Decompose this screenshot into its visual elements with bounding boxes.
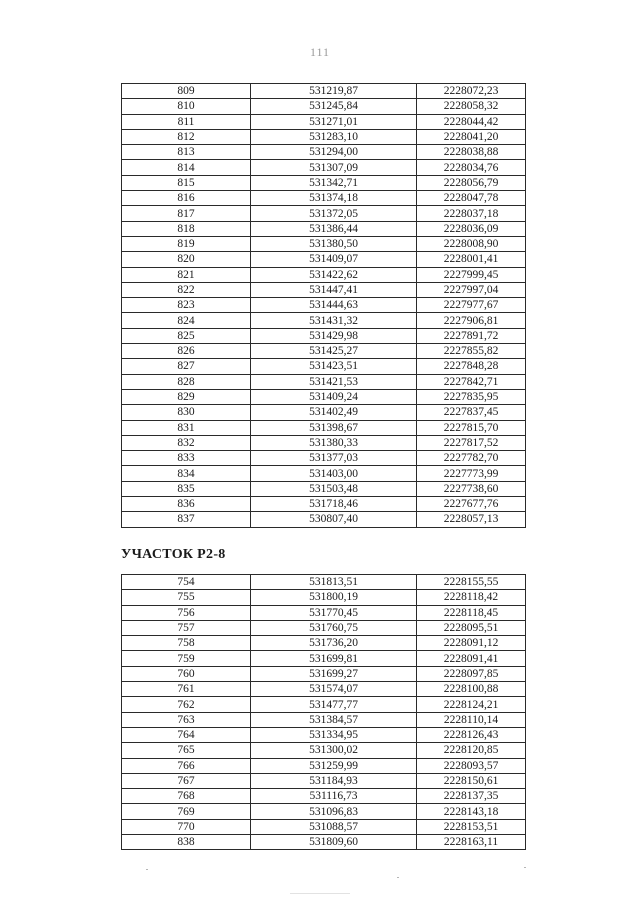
point-number-cell: 823 <box>122 298 251 313</box>
y-coordinate-cell: 2227782,70 <box>417 451 526 466</box>
y-coordinate-cell: 2228100,88 <box>417 682 526 697</box>
y-coordinate-cell: 2228008,90 <box>417 236 526 251</box>
table-row <box>122 420 526 435</box>
point-number-cell: 810 <box>122 99 251 114</box>
point-number-cell: 757 <box>122 620 251 635</box>
y-coordinate-cell: 2227738,60 <box>417 481 526 496</box>
y-coordinate-cell: 2228036,09 <box>417 221 526 236</box>
table-row <box>122 359 526 374</box>
table-row <box>122 697 526 712</box>
y-coordinate-cell: 2228143,18 <box>417 804 526 819</box>
point-number-cell: 835 <box>122 481 251 496</box>
point-number-cell: 811 <box>122 114 251 129</box>
y-coordinate-cell: 2228153,51 <box>417 819 526 834</box>
point-number-cell: 758 <box>122 636 251 651</box>
table-row <box>122 651 526 666</box>
point-number-cell: 755 <box>122 590 251 605</box>
table-row <box>122 835 526 850</box>
y-coordinate-cell: 2227891,72 <box>417 328 526 343</box>
point-number-cell: 754 <box>122 575 251 590</box>
table-row <box>122 727 526 742</box>
x-coordinate-cell: 531423,51 <box>251 359 417 374</box>
table-row <box>122 636 526 651</box>
point-number-cell: 770 <box>122 819 251 834</box>
y-coordinate-cell: 2228034,76 <box>417 160 526 175</box>
x-coordinate-cell: 531283,10 <box>251 129 417 144</box>
point-number-cell: 832 <box>122 435 251 450</box>
point-number-cell: 824 <box>122 313 251 328</box>
y-coordinate-cell: 2227999,45 <box>417 267 526 282</box>
y-coordinate-cell: 2228091,12 <box>417 636 526 651</box>
point-number-cell: 767 <box>122 773 251 788</box>
x-coordinate-cell: 531477,77 <box>251 697 417 712</box>
table-row <box>122 712 526 727</box>
point-number-cell: 759 <box>122 651 251 666</box>
table-row <box>122 282 526 297</box>
x-coordinate-cell: 531718,46 <box>251 497 417 512</box>
x-coordinate-cell: 531809,60 <box>251 835 417 850</box>
x-coordinate-cell: 531425,27 <box>251 344 417 359</box>
y-coordinate-cell: 2228155,55 <box>417 575 526 590</box>
y-coordinate-cell: 2228038,88 <box>417 145 526 160</box>
x-coordinate-cell: 531421,53 <box>251 374 417 389</box>
table-row <box>122 236 526 251</box>
point-number-cell: 822 <box>122 282 251 297</box>
point-number-cell: 756 <box>122 605 251 620</box>
point-number-cell: 765 <box>122 743 251 758</box>
y-coordinate-cell: 2227815,70 <box>417 420 526 435</box>
y-coordinate-cell: 2228001,41 <box>417 252 526 267</box>
table-row <box>122 773 526 788</box>
y-coordinate-cell: 2228093,57 <box>417 758 526 773</box>
point-number-cell: 760 <box>122 666 251 681</box>
table-row <box>122 328 526 343</box>
x-coordinate-cell: 531377,03 <box>251 451 417 466</box>
table-row <box>122 206 526 221</box>
table-row <box>122 620 526 635</box>
point-number-cell: 819 <box>122 236 251 251</box>
y-coordinate-cell: 2228095,51 <box>417 620 526 635</box>
x-coordinate-cell: 531447,41 <box>251 282 417 297</box>
x-coordinate-cell: 531800,19 <box>251 590 417 605</box>
point-number-cell: 764 <box>122 727 251 742</box>
y-coordinate-cell: 2228120,85 <box>417 743 526 758</box>
scan-speck <box>524 867 526 868</box>
point-number-cell: 837 <box>122 512 251 527</box>
x-coordinate-cell: 531271,01 <box>251 114 417 129</box>
point-number-cell: 831 <box>122 420 251 435</box>
x-coordinate-cell: 531736,20 <box>251 636 417 651</box>
table-row <box>122 374 526 389</box>
table-row <box>122 451 526 466</box>
point-number-cell: 825 <box>122 328 251 343</box>
y-coordinate-cell: 2228150,61 <box>417 773 526 788</box>
table-row <box>122 758 526 773</box>
y-coordinate-cell: 2227855,82 <box>417 344 526 359</box>
point-number-cell: 820 <box>122 252 251 267</box>
y-coordinate-cell: 2227835,95 <box>417 389 526 404</box>
y-coordinate-cell: 2228057,13 <box>417 512 526 527</box>
x-coordinate-cell: 531429,98 <box>251 328 417 343</box>
table-row <box>122 114 526 129</box>
table-row <box>122 145 526 160</box>
y-coordinate-cell: 2228072,23 <box>417 84 526 99</box>
table-row <box>122 481 526 496</box>
point-number-cell: 827 <box>122 359 251 374</box>
scan-speck <box>290 893 350 894</box>
point-number-cell: 812 <box>122 129 251 144</box>
y-coordinate-cell: 2228118,42 <box>417 590 526 605</box>
x-coordinate-cell: 531409,24 <box>251 389 417 404</box>
x-coordinate-cell: 531374,18 <box>251 191 417 206</box>
y-coordinate-cell: 2228047,78 <box>417 191 526 206</box>
point-number-cell: 826 <box>122 344 251 359</box>
table-row <box>122 497 526 512</box>
y-coordinate-cell: 2228118,45 <box>417 605 526 620</box>
y-coordinate-cell: 2228163,11 <box>417 835 526 850</box>
x-coordinate-cell: 531184,93 <box>251 773 417 788</box>
point-number-cell: 815 <box>122 175 251 190</box>
table-row <box>122 466 526 481</box>
point-number-cell: 821 <box>122 267 251 282</box>
x-coordinate-cell: 531422,62 <box>251 267 417 282</box>
table-row <box>122 575 526 590</box>
point-number-cell: 761 <box>122 682 251 697</box>
x-coordinate-cell: 531398,67 <box>251 420 417 435</box>
x-coordinate-cell: 531380,50 <box>251 236 417 251</box>
y-coordinate-cell: 2228110,14 <box>417 712 526 727</box>
y-coordinate-cell: 2227906,81 <box>417 313 526 328</box>
y-coordinate-cell: 2227817,52 <box>417 435 526 450</box>
table-row <box>122 512 526 527</box>
point-number-cell: 818 <box>122 221 251 236</box>
x-coordinate-cell: 531384,57 <box>251 712 417 727</box>
y-coordinate-cell: 2228137,35 <box>417 789 526 804</box>
x-coordinate-cell: 531699,27 <box>251 666 417 681</box>
point-number-cell: 813 <box>122 145 251 160</box>
table-row <box>122 129 526 144</box>
y-coordinate-cell: 2228058,32 <box>417 99 526 114</box>
x-coordinate-cell: 531334,95 <box>251 727 417 742</box>
table-row <box>122 666 526 681</box>
coordinates-table-2-body <box>122 575 526 850</box>
point-number-cell: 809 <box>122 84 251 99</box>
y-coordinate-cell: 2228037,18 <box>417 206 526 221</box>
table-row <box>122 605 526 620</box>
point-number-cell: 763 <box>122 712 251 727</box>
x-coordinate-cell: 531372,05 <box>251 206 417 221</box>
point-number-cell: 829 <box>122 389 251 404</box>
y-coordinate-cell: 2227837,45 <box>417 405 526 420</box>
point-number-cell: 816 <box>122 191 251 206</box>
x-coordinate-cell: 531380,33 <box>251 435 417 450</box>
y-coordinate-cell: 2228097,85 <box>417 666 526 681</box>
y-coordinate-cell: 2228041,20 <box>417 129 526 144</box>
x-coordinate-cell: 531403,00 <box>251 466 417 481</box>
x-coordinate-cell: 531431,32 <box>251 313 417 328</box>
table-row <box>122 389 526 404</box>
table-row <box>122 344 526 359</box>
table-row <box>122 267 526 282</box>
y-coordinate-cell: 2228044,42 <box>417 114 526 129</box>
y-coordinate-cell: 2228126,43 <box>417 727 526 742</box>
table-row <box>122 84 526 99</box>
point-number-cell: 830 <box>122 405 251 420</box>
table-row <box>122 191 526 206</box>
x-coordinate-cell: 531096,83 <box>251 804 417 819</box>
x-coordinate-cell: 531574,07 <box>251 682 417 697</box>
x-coordinate-cell: 531760,75 <box>251 620 417 635</box>
y-coordinate-cell: 2228091,41 <box>417 651 526 666</box>
table-row <box>122 682 526 697</box>
table-row <box>122 435 526 450</box>
scan-speck <box>146 869 148 870</box>
x-coordinate-cell: 531770,45 <box>251 605 417 620</box>
table-row <box>122 819 526 834</box>
section-title: УЧАСТОК Р2-8 <box>121 547 226 562</box>
y-coordinate-cell: 2228056,79 <box>417 175 526 190</box>
y-coordinate-cell: 2227977,67 <box>417 298 526 313</box>
x-coordinate-cell: 531245,84 <box>251 99 417 114</box>
page-number: 111 <box>309 45 331 59</box>
y-coordinate-cell: 2227773,99 <box>417 466 526 481</box>
coordinates-table-1-body <box>122 84 526 528</box>
point-number-cell: 817 <box>122 206 251 221</box>
x-coordinate-cell: 531088,57 <box>251 819 417 834</box>
y-coordinate-cell: 2228124,21 <box>417 697 526 712</box>
point-number-cell: 838 <box>122 835 251 850</box>
point-number-cell: 834 <box>122 466 251 481</box>
x-coordinate-cell: 531409,07 <box>251 252 417 267</box>
x-coordinate-cell: 531699,81 <box>251 651 417 666</box>
table-row <box>122 789 526 804</box>
table-row <box>122 221 526 236</box>
coordinates-table-2 <box>121 574 526 850</box>
x-coordinate-cell: 531219,87 <box>251 84 417 99</box>
point-number-cell: 766 <box>122 758 251 773</box>
point-number-cell: 828 <box>122 374 251 389</box>
point-number-cell: 769 <box>122 804 251 819</box>
y-coordinate-cell: 2227997,04 <box>417 282 526 297</box>
table-row <box>122 160 526 175</box>
x-coordinate-cell: 531386,44 <box>251 221 417 236</box>
y-coordinate-cell: 2227848,28 <box>417 359 526 374</box>
table-row <box>122 252 526 267</box>
y-coordinate-cell: 2227677,76 <box>417 497 526 512</box>
x-coordinate-cell: 531307,09 <box>251 160 417 175</box>
x-coordinate-cell: 531294,00 <box>251 145 417 160</box>
table-row <box>122 313 526 328</box>
x-coordinate-cell: 531259,99 <box>251 758 417 773</box>
table-row <box>122 804 526 819</box>
x-coordinate-cell: 531342,71 <box>251 175 417 190</box>
x-coordinate-cell: 531444,63 <box>251 298 417 313</box>
point-number-cell: 762 <box>122 697 251 712</box>
x-coordinate-cell: 531402,49 <box>251 405 417 420</box>
scan-speck <box>397 877 399 878</box>
table-row <box>122 298 526 313</box>
x-coordinate-cell: 531813,51 <box>251 575 417 590</box>
point-number-cell: 836 <box>122 497 251 512</box>
table-row <box>122 743 526 758</box>
x-coordinate-cell: 531503,48 <box>251 481 417 496</box>
table-row <box>122 405 526 420</box>
table-row <box>122 175 526 190</box>
point-number-cell: 814 <box>122 160 251 175</box>
table-row <box>122 590 526 605</box>
y-coordinate-cell: 2227842,71 <box>417 374 526 389</box>
x-coordinate-cell: 530807,40 <box>251 512 417 527</box>
x-coordinate-cell: 531300,02 <box>251 743 417 758</box>
x-coordinate-cell: 531116,73 <box>251 789 417 804</box>
point-number-cell: 768 <box>122 789 251 804</box>
point-number-cell: 833 <box>122 451 251 466</box>
table-row <box>122 99 526 114</box>
coordinates-table-1 <box>121 83 526 528</box>
